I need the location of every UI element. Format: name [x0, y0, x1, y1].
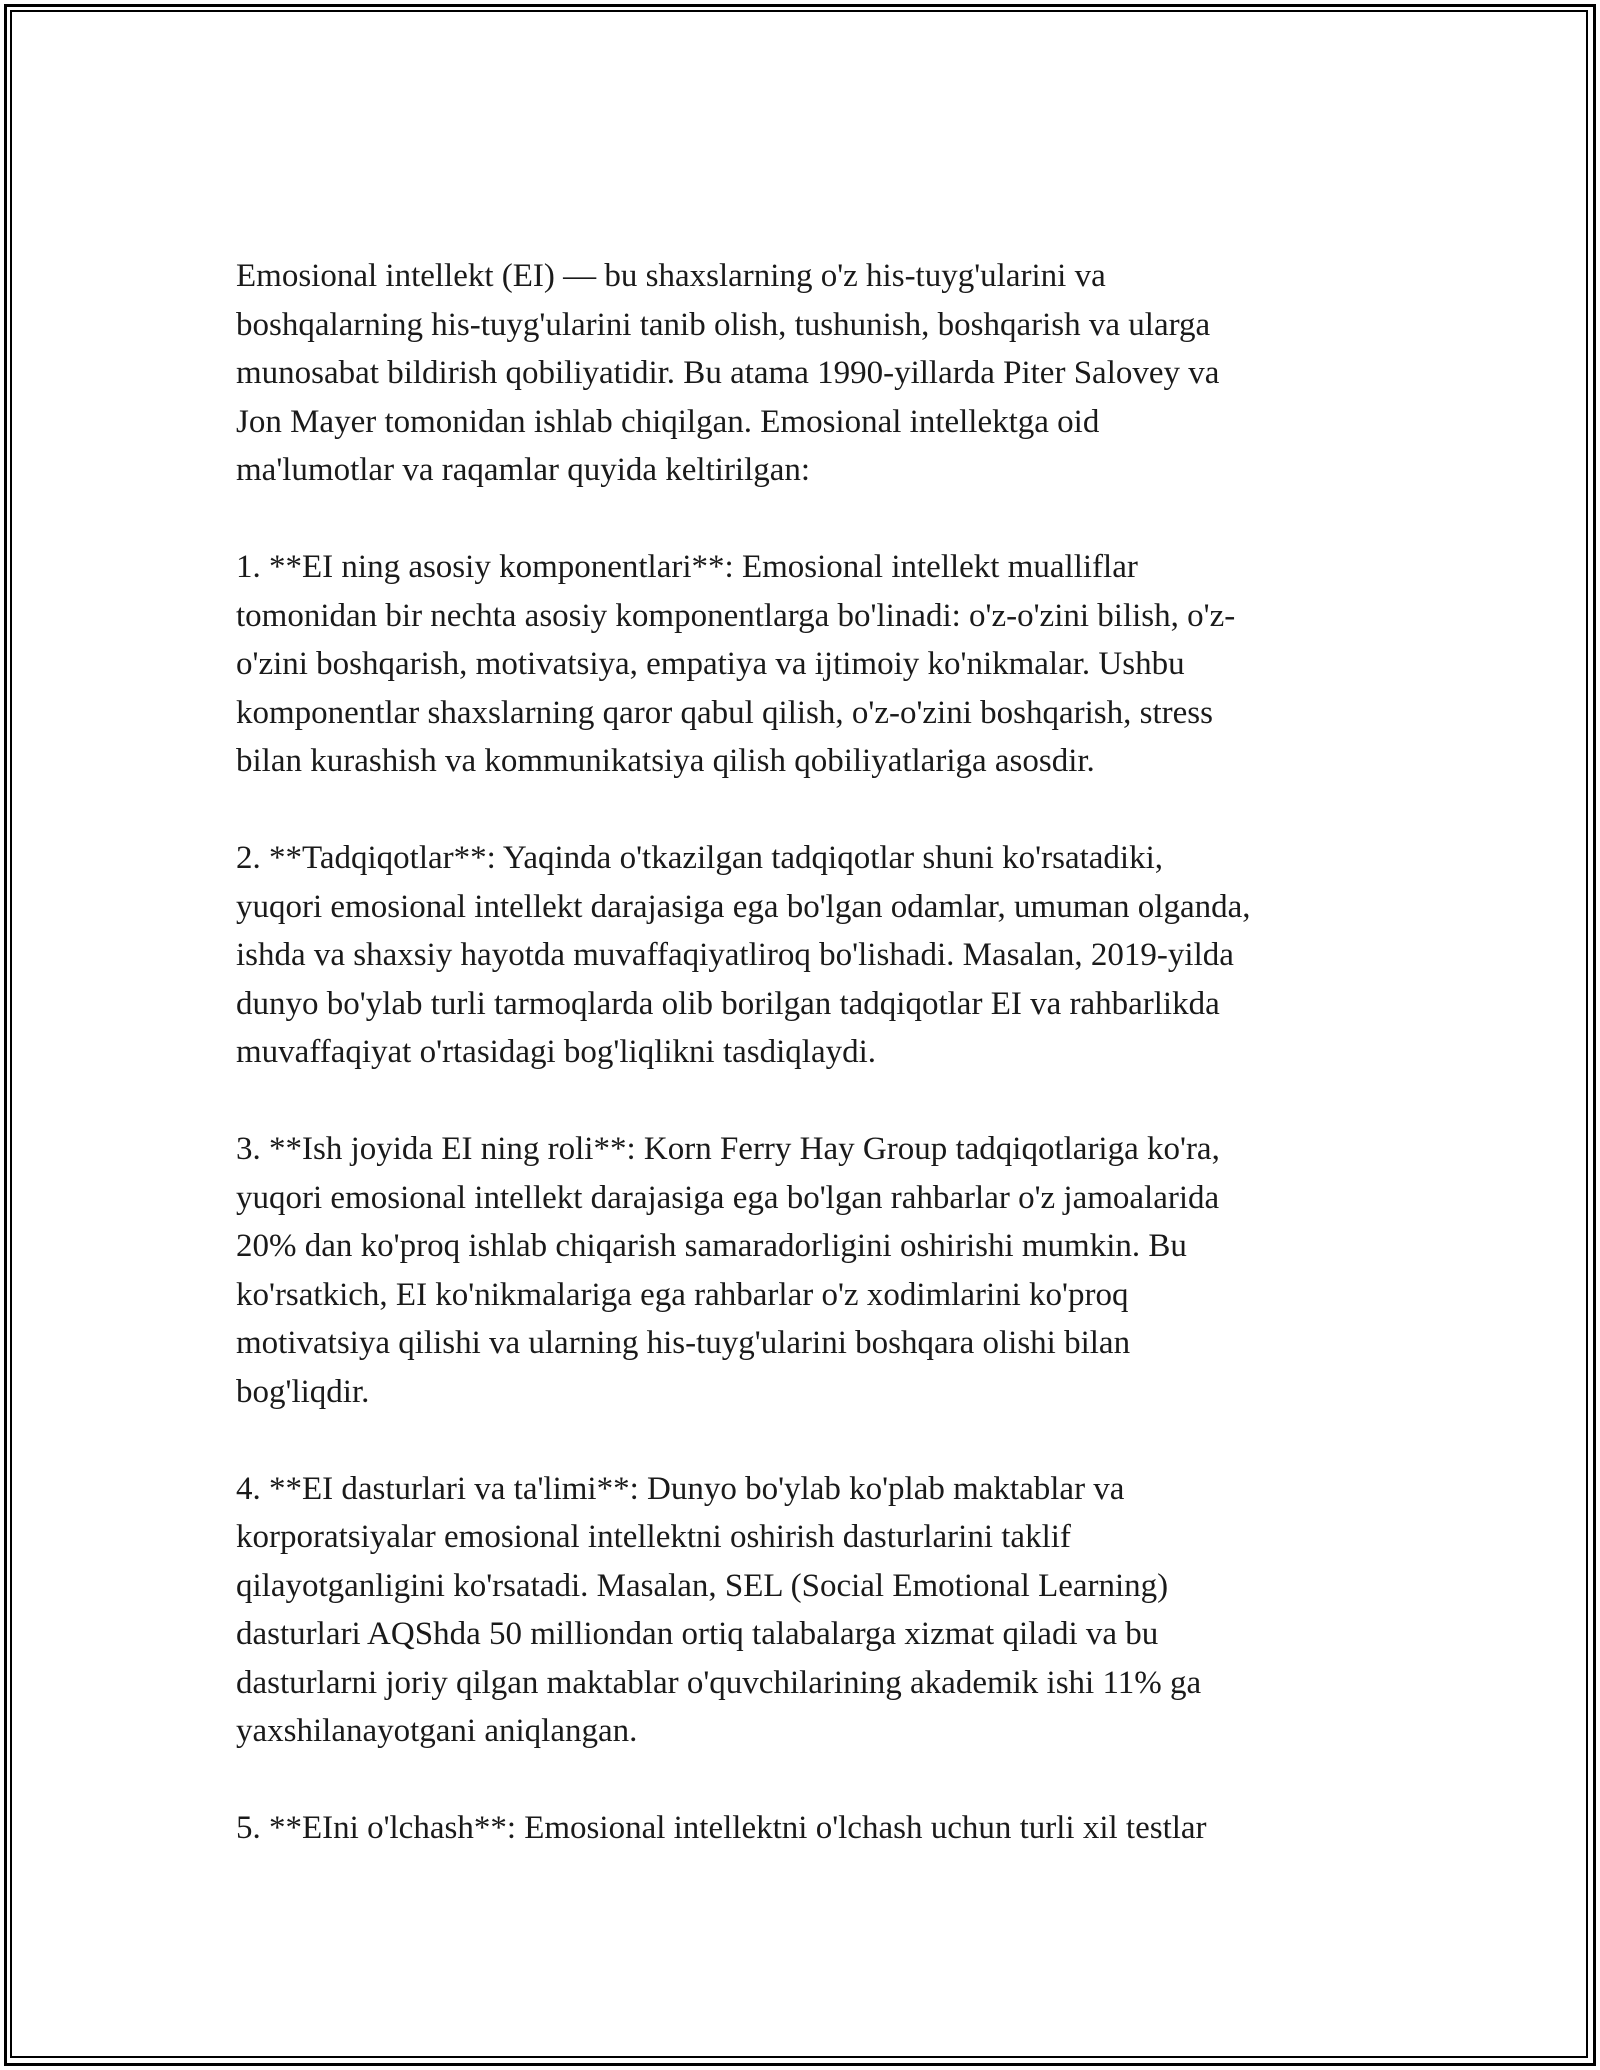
document-body: [236, 252, 1386, 1901]
list-item-3: 3. **Ish joyida EI ning roli**: Korn Ferry Hay Group tadqiqotlariga ko'ra, yuqori emosional intellekt darajasiga ega bo'lgan rahbarlar o'z jamoalarida 20% dan ko'proq ishlab chiqarish samaradorligini oshirishi mumkin. Bu ko'rsatkich, EI ko'nikmalariga ega rahbarlar o'z xodimlarini ko'proq motivatsiya qilishi va ularning his-tuyg'ularini boshqara olishi bilan bog'liqdir.: [236, 1131, 1220, 1410]
list-item-1: 1. **EI ning asosiy komponentlari**: Emosional intellekt mualliflar tomonidan bir nechta asosiy komponentlarga bo'linadi: o'z-o'zini bilish, o'z- o'zini boshqarish, motivatsiya, empatiya va ijtimoiy ko'nikmalar. Ushbu komponentlar shaxslarning qaror qabul qilish, o'z-o'zini boshqarish, stress bilan kurashish va kommunikatsiya qilish qobiliyatlariga asosdir.: [236, 549, 1236, 779]
list-item-5: 5. **EIni o'lchash**: Emosional intellektni o'lchash uchun turli xil testlar: [236, 1810, 1207, 1846]
intro-paragraph: Emosional intellekt (EI) — bu shaxslarning o'z his-tuyg'ularini va boshqalarning his-tuyg'ularini tanib olish, tushunish, boshqarish va ularga munosabat bildirish qobiliyatidir. Bu atama 1990-yillarda Piter Salovey va Jon Mayer tomonidan ishlab chiqilgan. Emosional intellektga oid ma'lumotlar va raqamlar quyida keltirilgan:: [236, 258, 1220, 488]
list-item-2: 2. **Tadqiqotlar**: Yaqinda o'tkazilgan tadqiqotlar shuni ko'rsatadiki, yuqori emosional intellekt darajasiga ega bo'lgan odamlar, umuman olganda, ishda va shaxsiy hayotda muvaffaqiyatliroq bo'lishadi. Masalan, 2019-yilda dunyo bo'ylab turli tarmoqlarda olib borilgan tadqiqotlar EI va rahbarlikda muvaffaqiyat o'rtasidagi bog'liqlikni tasdiqlaydi.: [236, 840, 1251, 1070]
list-item-4: 4. **EI dasturlari va ta'limi**: Dunyo bo'ylab ko'plab maktablar va korporatsiyalar emosional intellektni oshirish dasturlarini taklif qilayotganligini ko'rsatadi. Masalan, SEL (Social Emotional Learning) dasturlari AQShda 50 milliondan ortiq talabalarga xizmat qiladi va bu dasturlarni joriy qilgan maktablar o'quvchilarining akademik ishi 11% ga yaxshilanayotgani aniqlangan.: [236, 1470, 1202, 1749]
